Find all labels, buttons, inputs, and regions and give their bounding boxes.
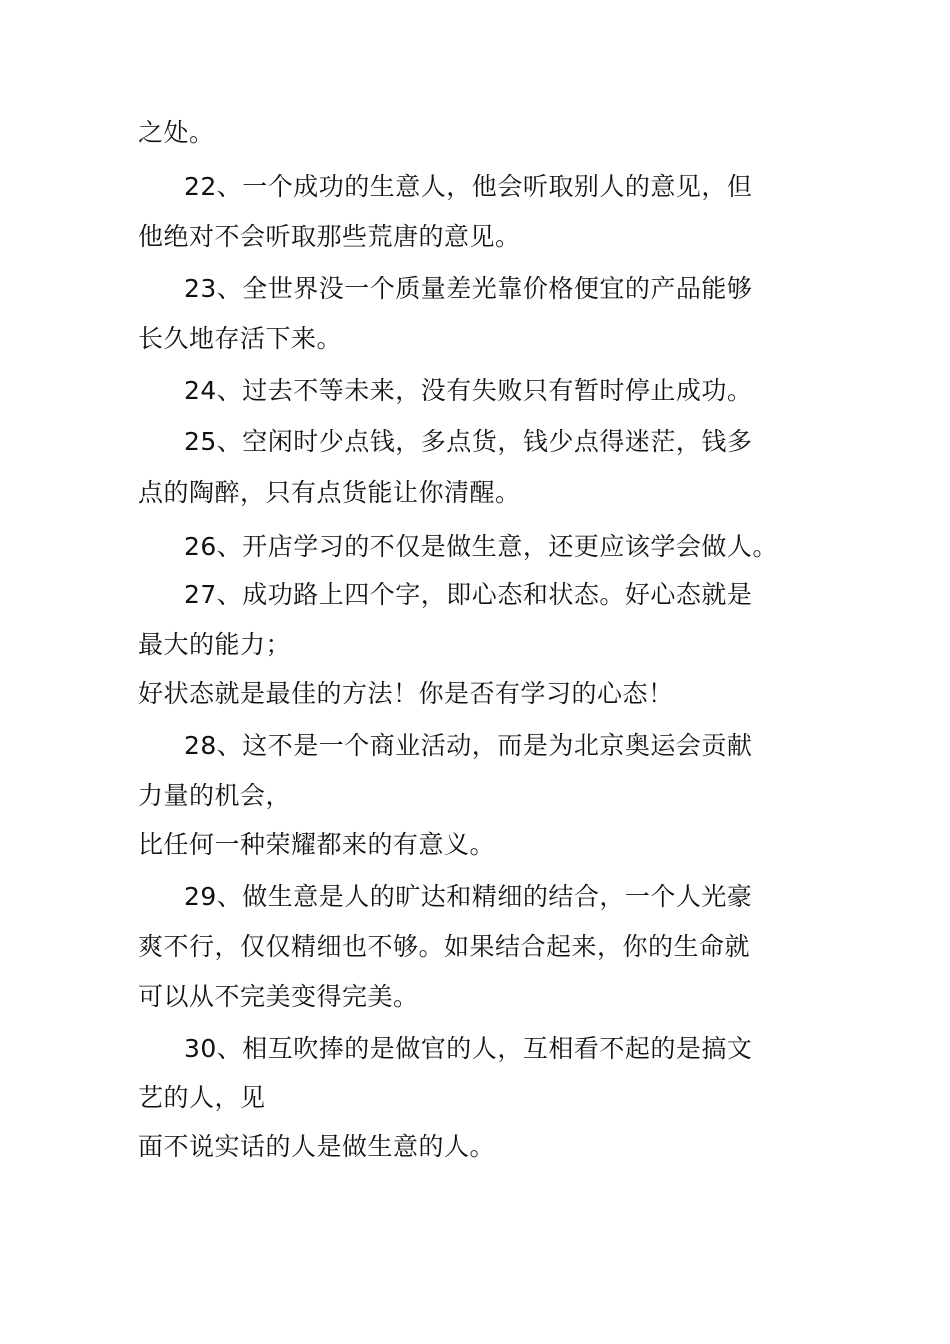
text-line: 比任何一种荣耀都来的有意义。 [138,830,496,859]
text-line: 之处。 [138,118,215,147]
text-line: 面不说实话的人是做生意的人。 [138,1132,496,1161]
text-line: 29、做生意是人的旷达和精细的结合，一个人光豪 [184,882,753,911]
text-line: 点的陶醉，只有点货能让你清醒。 [138,478,521,507]
text-line: 可以从不完美变得完美。 [138,982,419,1011]
text-line: 长久地存活下来。 [138,324,343,353]
text-line: 27、成功路上四个字，即心态和状态。好心态就是 [184,580,753,609]
text-line: 26、开店学习的不仅是做生意，还更应该学会做人。 [184,532,778,561]
text-line: 艺的人，见 [138,1083,266,1112]
text-line: 22、一个成功的生意人，他会听取别人的意见，但 [184,172,753,201]
text-line: 25、空闲时少点钱，多点货，钱少点得迷茫，钱多 [184,427,753,456]
text-line: 23、全世界没一个质量差光靠价格便宜的产品能够 [184,274,753,303]
text-line: 爽不行，仅仅精细也不够。如果结合起来，你的生命就 [138,932,751,961]
text-line: 最大的能力； [138,630,292,659]
text-line: 力量的机会， [138,781,292,810]
text-line: 他绝对不会听取那些荒唐的意见。 [138,222,521,251]
text-line: 28、这不是一个商业活动，而是为北京奥运会贡献 [184,731,753,760]
text-line: 24、过去不等未来，没有失败只有暂时停止成功。 [184,376,753,405]
text-line: 30、相互吹捧的是做官的人，互相看不起的是搞文 [184,1034,753,1063]
text-line: 好状态就是最佳的方法！你是否有学习的心态！ [138,679,674,708]
